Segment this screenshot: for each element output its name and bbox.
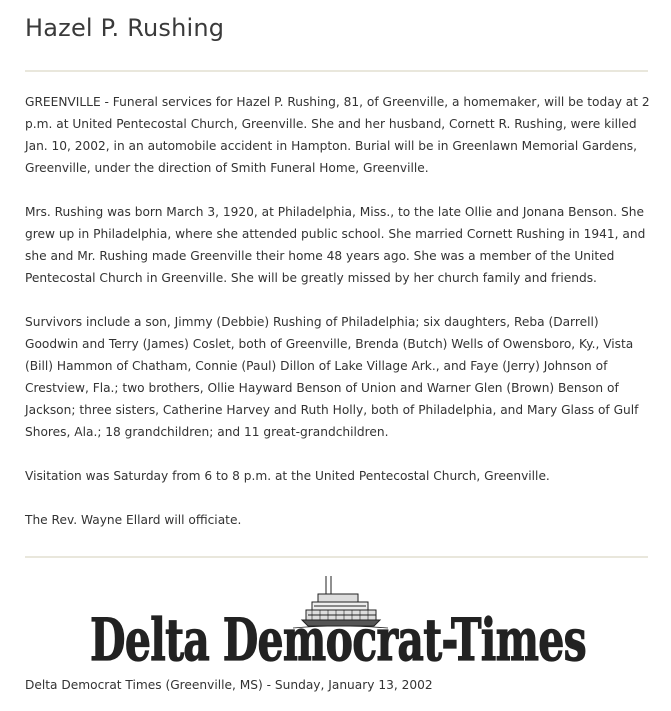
- masthead-wordmark: Delta Democrat-Times: [90, 606, 586, 670]
- paragraph-survivors: Survivors include a son, Jimmy (Debbie) Rushing of Philadelphia; six daughters, Reba (Darrell) Goodwin and Terry (James) Coslet, both of Greenville, Brenda (Butch) Wells of Owensboro, Ky., Vista (Bill) Hammon of Chatham, Connie (Paul) Dillon of Lake Village Ark., and Faye (Jerry) Johnson of Crestview, Fla.; two brothers, Ollie Hayward Benson of Union and Warner Glen (Brown) Benson of Jackson; three sisters, Catherine Harvey and Ruth Holly, both of Philadelphia, and Mary Glass of Gulf Shores, Ala.; 18 grandchildren; and 11 great-grandchildren.: [25, 315, 639, 439]
- source-citation: Delta Democrat Times (Greenville, MS) - Sunday, January 13, 2002: [25, 678, 433, 692]
- paragraph-visitation: Visitation was Saturday from 6 to 8 p.m. at the United Pentecostal Church, Greenville.: [25, 469, 550, 483]
- obituary-title: Hazel P. Rushing: [25, 14, 225, 42]
- paragraph-officiant: The Rev. Wayne Ellard will officiate.: [25, 513, 242, 527]
- masthead-svg: [88, 574, 588, 670]
- newspaper-masthead-logo: [88, 574, 588, 670]
- paragraph-biography: Mrs. Rushing was born March 3, 1920, at Philadelphia, Miss., to the late Ollie and Jonana Benson. She grew up in Philadelphia, where she attended public school. She married Cornett Rushing in 1941, and she and Mr. Rushing made Greenville their home 48 years ago. She was a member of the United Pentecostal Church in Greenville. She will be greatly missed by her church family and friends.: [25, 205, 646, 285]
- top-divider: [25, 70, 648, 72]
- bottom-divider: [25, 556, 648, 558]
- obituary-body: [25, 91, 653, 553]
- paragraph-services: GREENVILLE - Funeral services for Hazel P. Rushing, 81, of Greenville, a homemaker, will be today at 2 p.m. at United Pentecostal Church, Greenville. She and her husband, Cornett R. Rushing, were killed Jan. 10, 2002, in an automobile accident in Hampton. Burial will be in Greenlawn Memorial Gardens, Greenville, under the direction of Smith Funeral Home, Greenville.: [25, 95, 650, 175]
